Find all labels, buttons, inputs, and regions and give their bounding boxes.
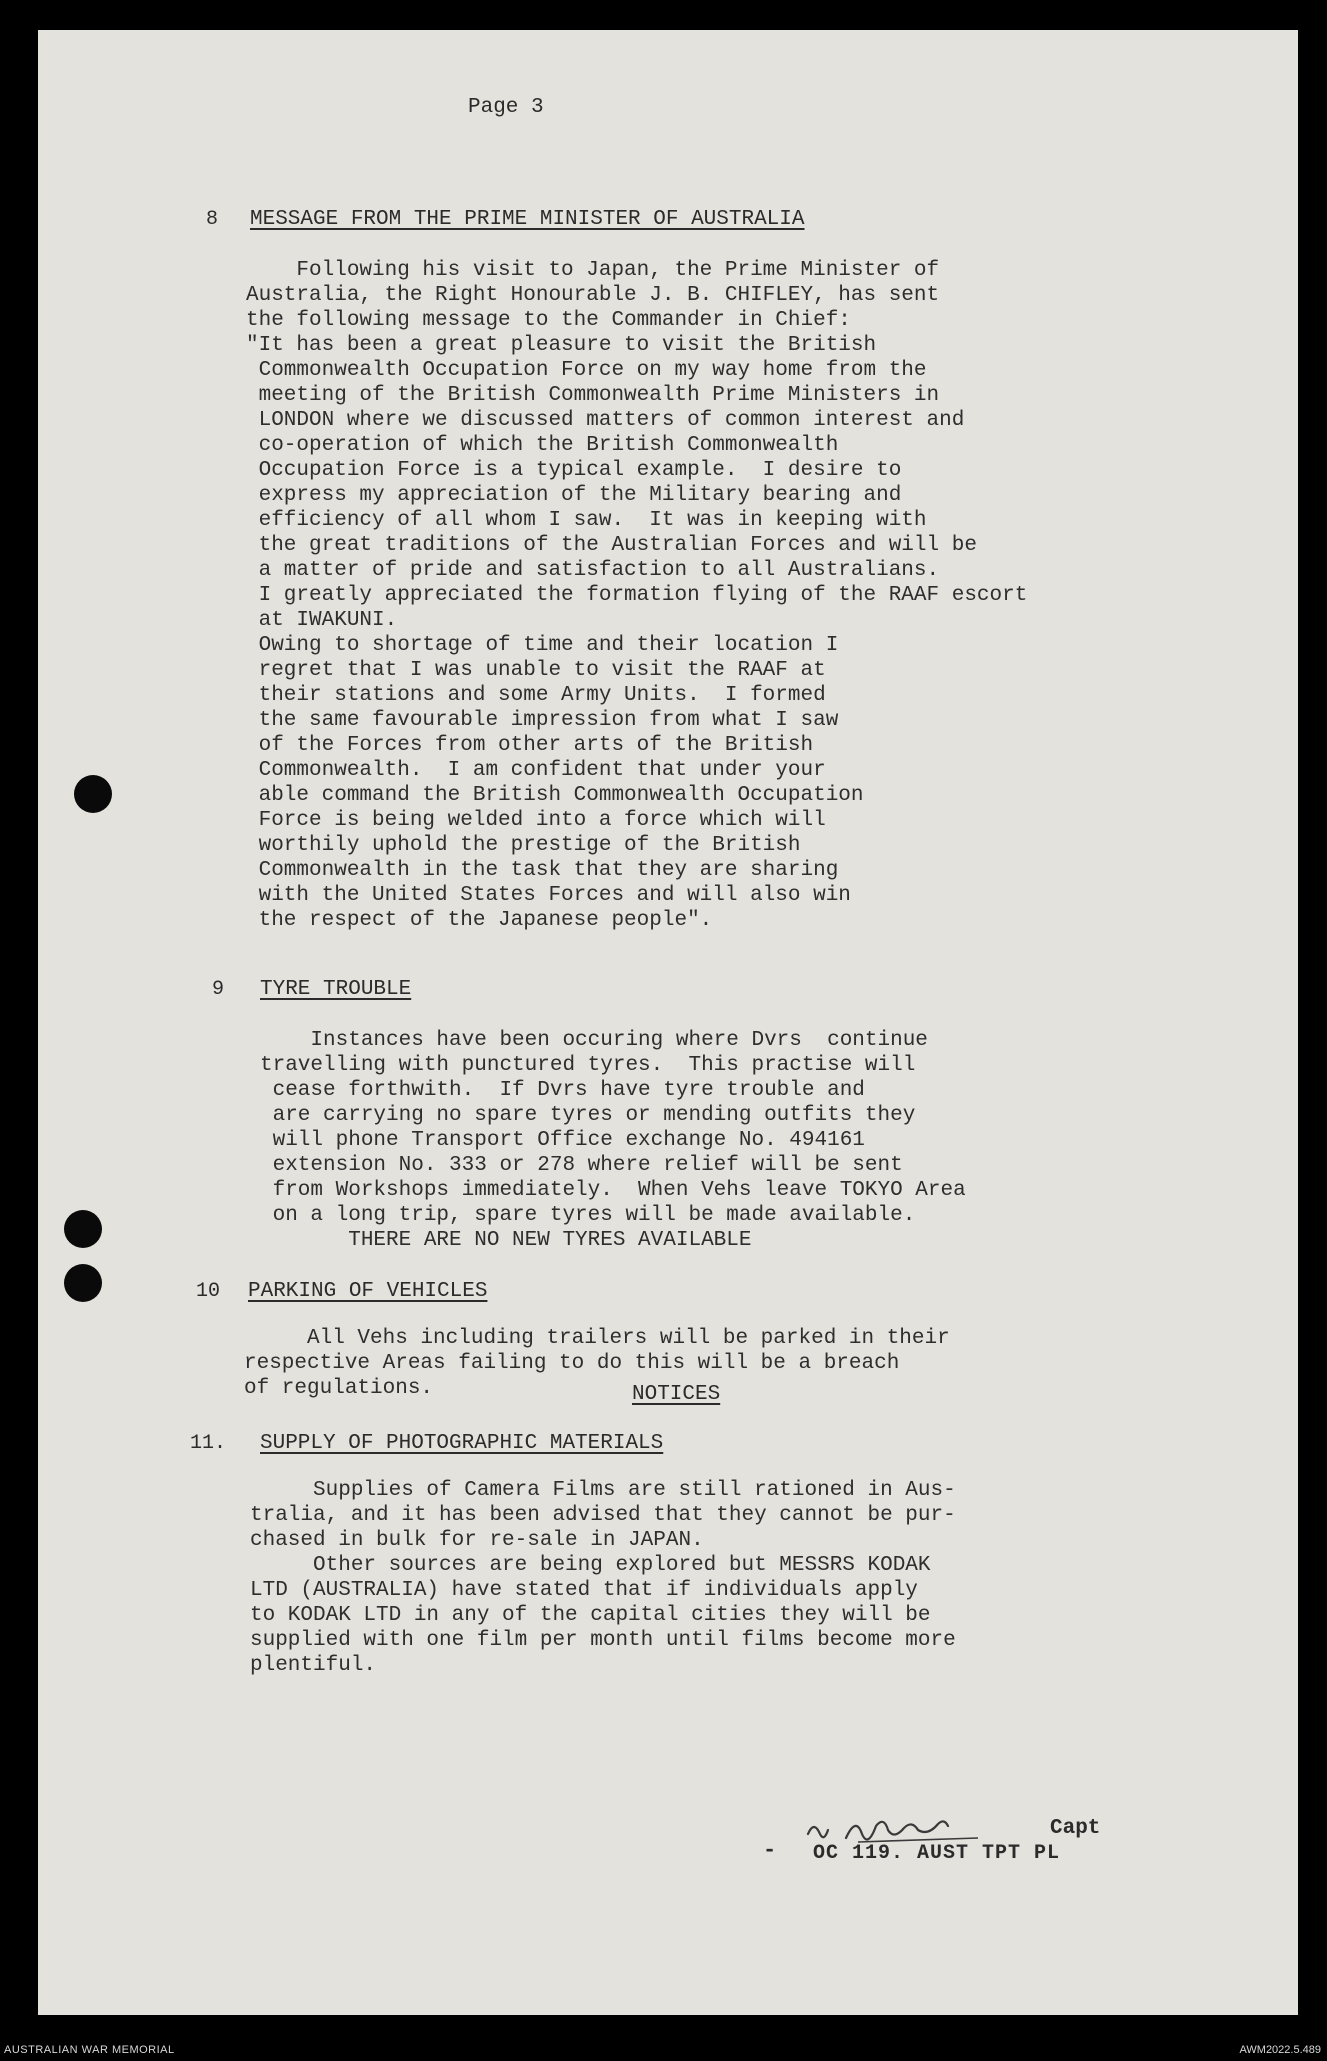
signature-dash: - — [763, 1838, 777, 1863]
section-body — [244, 1326, 950, 1401]
section-number: 10 — [196, 1280, 221, 1303]
text-line: THERE ARE NO NEW TYRES AVAILABLE — [260, 1229, 752, 1252]
text-line: co-operation of which the British Commonwealth — [246, 434, 839, 457]
section-number: 9 — [212, 978, 225, 1001]
text-line: to KODAK LTD in any of the capital cities they will be — [250, 1604, 931, 1627]
page-number: Page 3 — [468, 96, 544, 119]
text-line: at IWAKUNI. — [246, 609, 398, 632]
text-line: "It has been a great pleasure to visit the British — [246, 334, 877, 357]
text-line: Supplies of Camera Films are still rationed in Aus- — [250, 1479, 956, 1502]
section-body — [246, 258, 1027, 933]
text-line: LONDON where we discussed matters of common interest and — [246, 409, 965, 432]
text-line: extension No. 333 or 278 where relief will be sent — [260, 1154, 903, 1177]
text-line: worthily uphold the prestige of the British — [246, 834, 801, 857]
archive-reference: AWM2022.5.489 — [1239, 2044, 1321, 2056]
text-line: Instances have been occuring where Dvrs continue — [260, 1029, 928, 1052]
text-line: on a long trip, spare tyres will be made available. — [260, 1204, 916, 1227]
section-body — [250, 1478, 956, 1678]
text-line: tralia, and it has been advised that they cannot be pur- — [250, 1504, 956, 1527]
text-line: Force is being welded into a force which will — [246, 809, 826, 832]
section-heading: MESSAGE FROM THE PRIME MINISTER OF AUSTRALIA — [250, 208, 805, 231]
section-number: 8 — [206, 208, 219, 231]
text-line: the same favourable impression from what I saw — [246, 709, 839, 732]
text-line: Occupation Force is a typical example. I desire to — [246, 459, 902, 482]
text-line: the respect of the Japanese people". — [246, 909, 713, 932]
text-line: Australia, the Right Honourable J. B. CHIFLEY, has sent — [246, 284, 940, 307]
signatory-rank: Capt — [1050, 1817, 1101, 1840]
section-number: 11. — [190, 1432, 227, 1455]
text-line: the following message to the Commander in Chief: — [246, 309, 851, 332]
text-line: meeting of the British Commonwealth Prime Ministers in — [246, 384, 940, 407]
notices-heading: NOTICES — [632, 1383, 721, 1406]
section-heading: PARKING OF VEHICLES — [248, 1280, 488, 1303]
text-line: Commonwealth. I am confident that under your — [246, 759, 826, 782]
punch-hole — [64, 1264, 102, 1302]
text-line: express my appreciation of the Military bearing and — [246, 484, 902, 507]
text-line: Commonwealth in the task that they are sharing — [246, 859, 839, 882]
text-line: respective Areas failing to do this will be a breach — [244, 1352, 900, 1375]
section-body — [260, 1028, 966, 1253]
text-line: Following his visit to Japan, the Prime Minister of — [246, 259, 940, 282]
text-line: a matter of pride and satisfaction to all Australians. — [246, 559, 940, 582]
signatory-unit: OC 119. AUST TPT PL — [813, 1842, 1061, 1865]
text-line: will phone Transport Office exchange No. 494161 — [260, 1129, 865, 1152]
text-line: Commonwealth Occupation Force on my way home from the — [246, 359, 927, 382]
section-heading: SUPPLY OF PHOTOGRAPHIC MATERIALS — [260, 1432, 664, 1455]
text-line: travelling with punctured tyres. This practise will — [260, 1054, 916, 1077]
text-line: of the Forces from other arts of the British — [246, 734, 814, 757]
document-page — [38, 30, 1298, 2015]
text-line: of regulations. — [244, 1377, 434, 1400]
punch-hole — [74, 775, 112, 813]
text-line: the great traditions of the Australian Forces and will be — [246, 534, 977, 557]
section-heading: TYRE TROUBLE — [260, 978, 412, 1001]
text-line: supplied with one film per month until films become more — [250, 1629, 956, 1652]
text-line: Other sources are being explored but MESSRS KODAK — [250, 1554, 931, 1577]
text-line: chased in bulk for re-sale in JAPAN. — [250, 1529, 704, 1552]
text-line: cease forthwith. If Dvrs have tyre trouble and — [260, 1079, 865, 1102]
text-line: with the United States Forces and will also win — [246, 884, 851, 907]
text-line: from Workshops immediately. When Vehs leave TOKYO Area — [260, 1179, 966, 1202]
text-line: are carrying no spare tyres or mending outfits they — [260, 1104, 916, 1127]
text-line: able command the British Commonwealth Occupation — [246, 784, 864, 807]
punch-hole — [64, 1210, 102, 1248]
text-line: LTD (AUSTRALIA) have stated that if individuals apply — [250, 1579, 918, 1602]
text-line: All Vehs including trailers will be parked in their — [244, 1327, 950, 1350]
text-line: efficiency of all whom I saw. It was in keeping with — [246, 509, 927, 532]
text-line: their stations and some Army Units. I formed — [246, 684, 826, 707]
text-line: plentiful. — [250, 1654, 377, 1677]
archive-credit: AUSTRALIAN WAR MEMORIAL — [4, 2044, 175, 2056]
text-line: I greatly appreciated the formation flying of the RAAF escort — [246, 584, 1028, 607]
text-line: regret that I was unable to visit the RAAF at — [246, 659, 826, 682]
text-line: Owing to shortage of time and their location I — [246, 634, 839, 657]
